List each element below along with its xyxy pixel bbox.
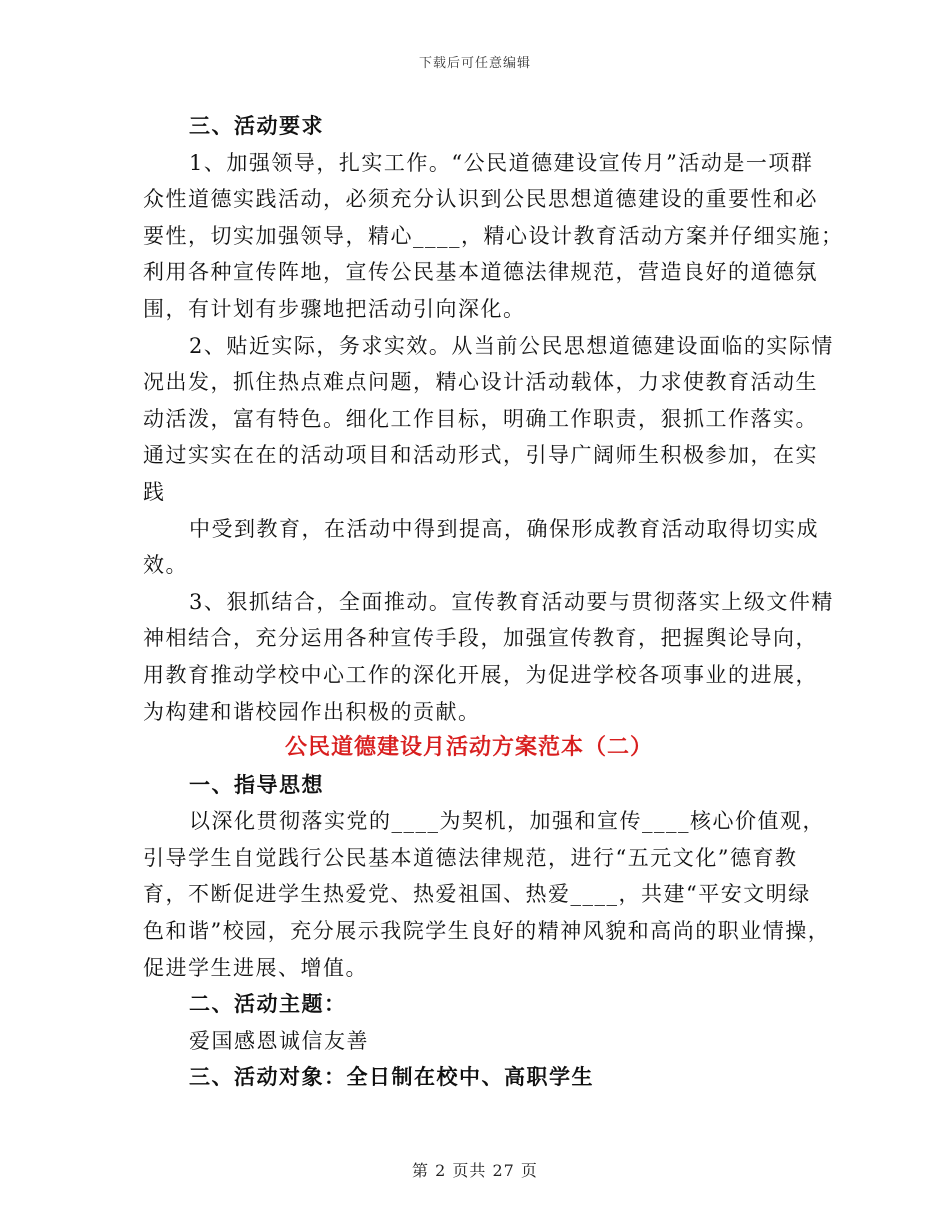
paragraph-line: 育，不断促进学生热爱党、热爱祖国、热爱____，共建“平安文明绿 xyxy=(143,882,811,907)
paragraph-line: 色和谐”校园，充分展示我院学生良好的精神风貌和高尚的职业情操， xyxy=(143,919,831,944)
paragraph-line: 神相结合，充分运用各种宣传手段，加强宣传教育，把握舆论导向， xyxy=(143,626,818,651)
header-note: 下载后可任意编辑 xyxy=(418,56,531,71)
paragraph-line: 促进学生进展、增值。 xyxy=(143,955,368,980)
page-number: 第 2 页共 27 页 xyxy=(412,1161,538,1180)
paragraph-line: 围，有计划有步骤地把活动引向深化。 xyxy=(143,296,526,321)
paragraph-line: 2、贴近实际，务求实效。从当前公民思想道德建设面临的实际情 xyxy=(189,333,834,358)
paragraph-line: 3、狠抓结合，全面推动。宣传教育活动要与贯彻落实上级文件精 xyxy=(189,589,834,614)
theme-text: 爱国感恩诚信友善 xyxy=(189,1028,369,1053)
section-heading-requirements: 三、活动要求 xyxy=(189,114,324,138)
paragraph-line: 效。 xyxy=(143,553,188,578)
section-heading-theme: 二、活动主题： xyxy=(189,992,347,1017)
paragraph-line: 以深化贯彻落实党的____为契机，加强和宣传____核心价值观， xyxy=(189,809,825,834)
paragraph-line: 要性，切实加强领导，精心____，精心设计教育活动方案并仔细实施； xyxy=(143,223,844,248)
paragraph-line: 为构建和谐校园作出积极的贡献。 xyxy=(143,699,481,724)
paragraph-line: 通过实实在在的活动项目和活动形式，引导广阔师生积极参加，在实 xyxy=(143,443,818,468)
paragraph-line: 引导学生自觉践行公民基本道德法律规范，进行“五元文化”德育教 xyxy=(143,845,798,870)
section-title-plan-two: 公民道德建设月活动方案范本（二） xyxy=(284,735,653,761)
document-body xyxy=(143,108,844,1096)
section-heading-audience: 三、活动对象：全日制在校中、高职学生 xyxy=(189,1065,594,1090)
paragraph-line: 况出发，抓住热点难点问题，精心设计活动载体，力求使教育活动生 xyxy=(143,370,818,395)
paragraph-line: 中受到教育，在活动中得到提高，确保形成教育活动取得切实成 xyxy=(189,516,819,541)
paragraph-line: 众性道德实践活动，必须充分认识到公民思想道德建设的重要性和必 xyxy=(143,187,818,212)
paragraph-line: 1、加强领导，扎实工作。“公民道德建设宣传月”活动是一项群 xyxy=(189,150,814,175)
paragraph-line: 动活泼，富有特色。细化工作目标，明确工作职责，狠抓工作落实。 xyxy=(143,406,818,431)
paragraph-line: 践 xyxy=(143,479,166,504)
paragraph-line: 利用各种宣传阵地，宣传公民基本道德法律规范，营造良好的道德氛 xyxy=(143,260,818,285)
section-heading-guiding-ideology: 一、指导思想 xyxy=(189,772,324,797)
paragraph-line: 用教育推动学校中心工作的深化开展，为促进学校各项事业的进展， xyxy=(143,662,818,687)
